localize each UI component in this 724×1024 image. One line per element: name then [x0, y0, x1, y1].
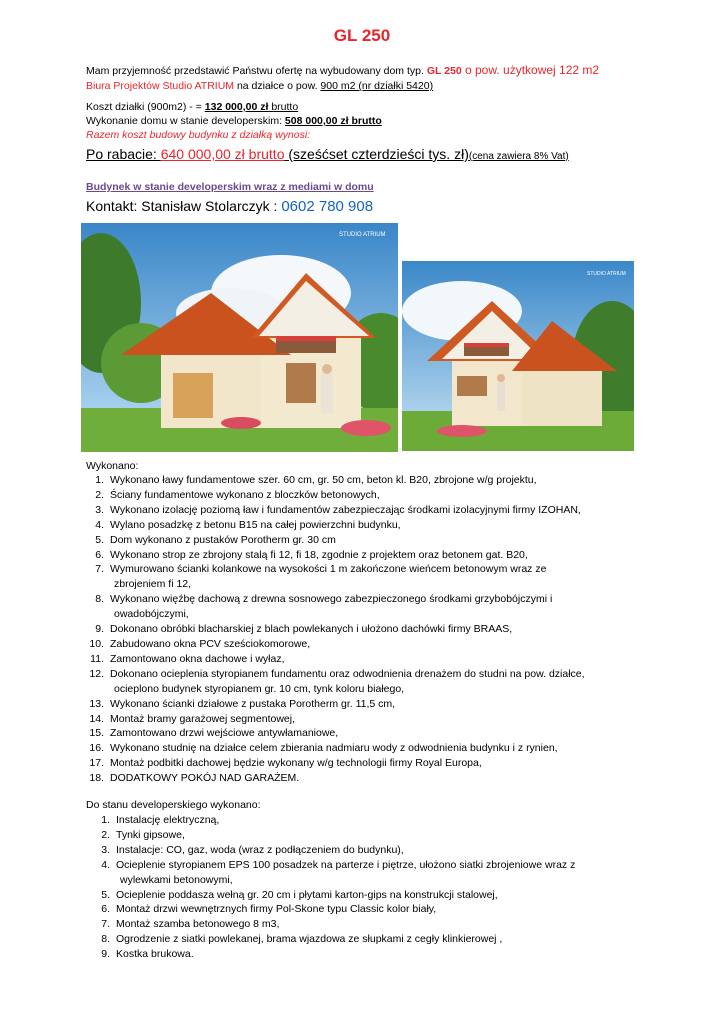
list-item [94, 917, 708, 932]
list-item-text: zbrojeniem fi 12, [114, 578, 192, 591]
list-item-number: 4. [95, 518, 104, 531]
list-item-number: 12. [89, 667, 104, 680]
plot-text: na działce o pow. [234, 80, 321, 92]
list-item [88, 771, 708, 786]
list-item-number: 5. [95, 533, 104, 546]
list-item-text: Dokonano obróbki blacharskiej z blach powlekanych i ułożono dachówki firmy BRAAS, [110, 623, 513, 636]
list-item-number: 9. [95, 623, 104, 636]
list-item [94, 813, 708, 828]
list-item-text: Dokonano ocieplenia styropianem fundamentu oraz odwodnienia drenażem do studni na pow. działce, [110, 667, 585, 680]
list-item-number: 16. [89, 742, 104, 755]
list-item-text: ocieplono budynek styropianem gr. 10 cm, tynk koloru białego, [114, 682, 405, 695]
house-cost-value: 508 000,00 zł brutto [284, 115, 382, 127]
list-item-number: 2. [95, 488, 104, 501]
list-item-text: Wykonano izolację poziomą ław i fundamentów zabezpieczając środkami izolacyjnymi firmy IZOHAN, [110, 503, 581, 516]
list-item [94, 858, 708, 888]
list-item-text: Wylano posadzkę z betonu B15 na całej powierzchni budynku, [110, 518, 401, 531]
list-item [88, 726, 708, 741]
list-item-number: 6. [101, 903, 110, 916]
vat-note: (cena zawiera 8% Vat) [468, 151, 569, 162]
house-cost-line [86, 115, 382, 128]
list-item-number: 3. [95, 503, 104, 516]
list-item [88, 518, 708, 533]
list-item-text: Dom wykonano z pustaków Porotherm gr. 30 cm [110, 533, 336, 546]
plot-cost-suffix: brutto [268, 101, 299, 113]
list-item-text: Instalacje: CO, gaz, woda (wraz z podłączeniem do budynku), [116, 843, 404, 856]
intro-line-1 [86, 64, 599, 78]
list-item-text: Montaż szamba betonowego 8 m3, [116, 918, 280, 931]
list-item [94, 902, 708, 917]
done-list [88, 473, 708, 786]
list-item-number: 2. [101, 828, 110, 841]
list-item-text: Ogrodzenie z siatki powlekanej, brama wjazdowa ze słupkami z cegły klinkierowej , [116, 933, 503, 946]
designer-name: Biura Projektów Studio ATRIUM [86, 80, 235, 92]
list-item [94, 828, 708, 843]
list-item [88, 667, 708, 697]
discount-words: (sześćset czterdzieści tys. zł) [284, 146, 469, 162]
total-cost-label: Razem koszt budowy budynku z działką wynosi: [86, 129, 311, 141]
list-item-text: Wymurowano ścianki kolankowe na wysokości 1 m zakończone wieńcem betonowym wraz ze [110, 563, 547, 576]
house-code: GL 250 [426, 65, 462, 77]
page-title: GL 250 [333, 26, 391, 45]
list-item-text: Ocieplenie styropianem EPS 100 posadzek na parterze i piętrze, ułożono siatki zbrojeniowe wraz z [116, 858, 576, 871]
list-item-number: 6. [95, 548, 104, 561]
intro-text: Mam przyjemność przedstawić Państwu ofertę na wybudowany dom typ. [86, 65, 427, 77]
discount-value: 640 000,00 zł brutto [160, 146, 285, 162]
list-item-number: 10. [89, 637, 104, 650]
list-item-number: 17. [89, 757, 104, 770]
list-item-number: 7. [95, 563, 104, 576]
list-item-text: Wykonano ławy fundamentowe szer. 60 cm, gr. 50 cm, beton kl. B20, zbrojone w/g projektu, [110, 474, 537, 486]
list-item-number: 15. [89, 727, 104, 740]
list-item [88, 697, 708, 712]
list-item-text: DODATKOWY POKÓJ NAD GARAŻEM. [110, 772, 300, 785]
list-item [88, 712, 708, 727]
list-item-number: 11. [90, 652, 104, 665]
list-item [88, 592, 708, 622]
list-item [88, 562, 708, 592]
list-item-number: 8. [101, 933, 110, 946]
list-item [88, 533, 708, 548]
list-item [88, 622, 708, 637]
done-heading: Wykonano: [86, 460, 139, 472]
list-item-number: 13. [89, 697, 104, 710]
watermark-logo-2: STUDIO ATRIUM [587, 271, 626, 277]
list-item-number: 14. [89, 712, 104, 725]
contact-line [86, 197, 373, 216]
list-item-number: 9. [101, 948, 110, 961]
list-item-text: Kostka brukowa. [116, 948, 194, 961]
dev-heading: Do stanu developerskiego wykonano: [86, 799, 261, 811]
discount-line [86, 145, 569, 166]
list-item-number: 8. [95, 593, 104, 606]
list-item [88, 652, 708, 667]
house-cost-label: Wykonanie domu w stanie developerskim: [86, 115, 285, 127]
list-item-number: 1. [95, 474, 104, 486]
list-item-text: owadobójczymi, [114, 608, 189, 621]
list-item-number: 3. [101, 843, 110, 856]
list-item-text: Zamontowano okna dachowe i wyłaz, [110, 652, 285, 665]
list-item-text: Ocieplenie poddasza wełną gr. 20 cm i płytami karton-gips na konstrukcji stalowej, [116, 888, 498, 901]
contact-phone[interactable]: 0602 780 908 [281, 198, 374, 215]
list-item-number: 18. [89, 772, 104, 785]
discount-label: Po rabacie: [86, 146, 161, 162]
list-item-number: 4. [101, 858, 110, 871]
list-item-text: Montaż bramy garażowej segmentowej, [110, 712, 296, 725]
list-item-text: Tynki gipsowe, [116, 828, 185, 841]
list-item-number: 5. [101, 888, 110, 901]
list-item-text: Wykonano studnię na działce celem zbierania nadmiaru wody z odwodnienia budynku i z rynien, [110, 742, 558, 755]
list-item [88, 488, 708, 503]
list-item [88, 473, 708, 488]
list-item-text: Wykonano ścianki działowe z pustaka Porotherm gr. 11,5 cm, [110, 697, 396, 710]
intro-line-2 [86, 80, 433, 93]
list-item [88, 756, 708, 771]
list-item-text: Wykonano więźbę dachową z drewna sosnowego zabezpieczonego środkami grzybobójczymi i [110, 593, 553, 606]
list-item-number: 7. [101, 918, 110, 931]
list-item [94, 843, 708, 858]
list-item-text: Instalację elektryczną, [116, 814, 220, 826]
list-item-text: Zabudowano okna PCV sześciokomorowe, [110, 637, 311, 650]
list-item-text: Montaż drzwi wewnętrznych firmy Pol-Skone typu Classic kolor biały, [116, 903, 437, 916]
house-photo-side [402, 261, 634, 451]
list-item [88, 637, 708, 652]
contact-label: Kontakt: Stanisław Stolarczyk : [86, 198, 282, 214]
plot-area: 900 m2 (nr działki 5420) [320, 80, 434, 92]
plot-cost-line [86, 101, 298, 114]
usable-area: o pow. użytkowej 122 m2 [461, 63, 600, 77]
house-photo-front [81, 223, 398, 452]
list-item [94, 888, 708, 903]
watermark-logo: STUDIO ATRIUM [339, 232, 386, 238]
list-item-text: Zamontowano drzwi wejściowe antywłamaniowe, [110, 727, 339, 740]
list-item [88, 503, 708, 518]
list-item-text: wylewkami betonowymi, [120, 873, 233, 886]
status-link[interactable]: Budynek w stanie developerskim wraz z mediami w domu [86, 181, 374, 193]
list-item [88, 548, 708, 563]
list-item-text: Montaż podbitki dachowej będzie wykonany w/g technologii firmy Royal Europa, [110, 757, 482, 770]
list-item-text: Ściany fundamentowe wykonano z bloczków betonowych, [110, 488, 380, 501]
list-item [88, 741, 708, 756]
dev-list [94, 813, 708, 962]
plot-cost-value: 132 000,00 zł [204, 101, 269, 113]
list-item [94, 947, 708, 962]
plot-cost-label: Koszt działki (900m2) - = [86, 101, 205, 113]
list-item-number: 1. [101, 814, 110, 826]
list-item [94, 932, 708, 947]
list-item-text: Wykonano strop ze zbrojony stalą fi 12, fi 18, zgodnie z projektem oraz betonem gat. B20, [110, 548, 528, 561]
